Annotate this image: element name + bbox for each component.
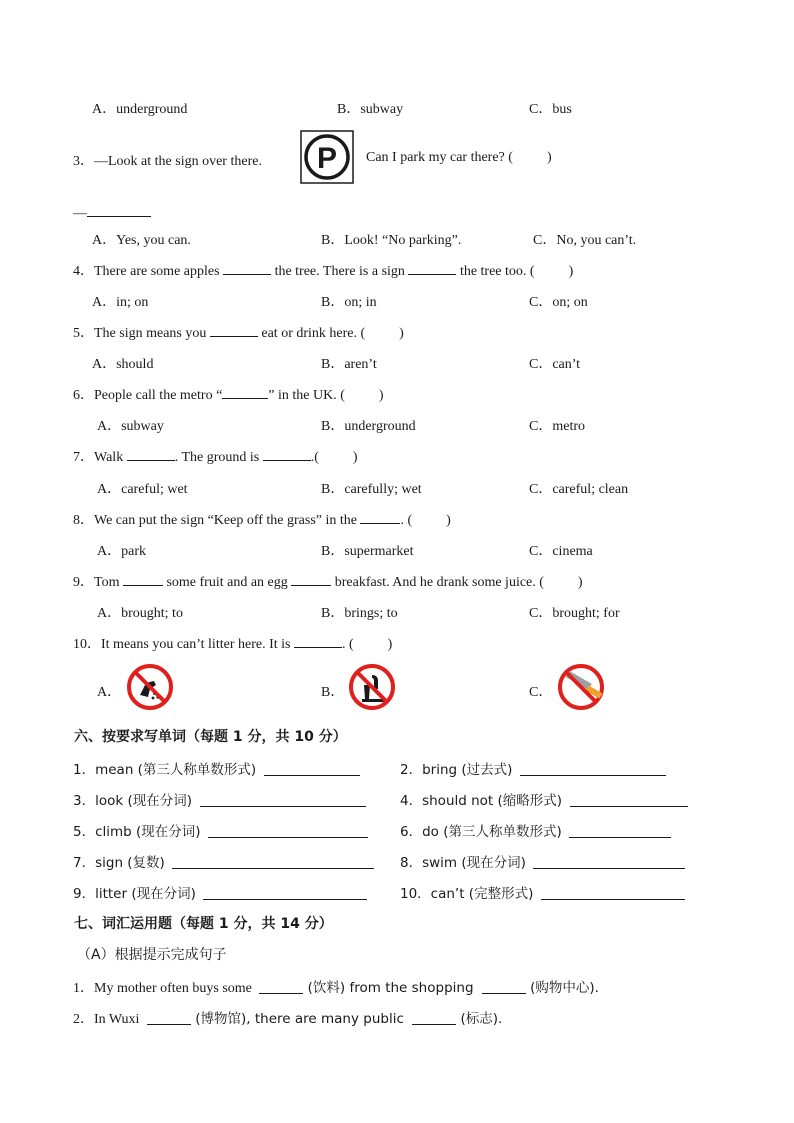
s6-item-7: 7．sign (复数) [73,851,374,872]
s7-sentence-2: 2．In Wuxi (博物馆), there are many public (标志). [73,1011,503,1027]
section-7-title: 七、词汇运用题（每题 1 分，共 14 分） [74,916,333,932]
q3-answer-line: — [73,202,151,222]
q7-stem: 7．Walk . The ground is .( ) [73,446,358,466]
q7-option-c: C．careful; clean [529,482,629,497]
q6-option-b: B．underground [321,419,416,434]
q10-stem: 10．It means you can’t litter here. It is . ( ) [73,633,392,653]
q4-option-b: B．on; in [321,295,377,310]
s6-item-9: 9．litter (现在分词) [73,882,367,903]
section-7-subtitle: （A）根据提示完成句子 [77,947,227,963]
s6-item-3: 3．look (现在分词) [73,789,366,810]
q9-stem: 9．Tom some fruit and an egg breakfast. And he drank some juice. ( ) [73,571,583,591]
s6-item-1: 1．mean (第三人称单数形式) [73,758,360,779]
s6-item-10: 10．can’t (完整形式) [400,882,685,903]
no-food-drink-sign-icon [348,663,396,711]
parking-sign-icon [300,130,354,184]
q4-option-c: C．on; on [529,295,588,310]
no-littering-sign-icon [126,663,174,711]
q6-option-c: C．metro [529,419,585,434]
q5-option-b: B．aren’t [321,357,377,372]
q8-option-b: B．supermarket [321,544,414,559]
q10-option-b: B． [321,685,345,700]
q3-option-b: B．Look! “No parking”. [321,233,462,248]
q8-stem: 8．We can put the sign “Keep off the grass” in the . ( ) [73,509,451,529]
s6-item-8: 8．swim (现在分词) [400,851,685,872]
q6-option-a: A．subway [97,419,164,434]
q5-option-a: A．should [92,357,154,372]
q4-stem: 4．There are some apples the tree. There is a sign the tree too. ( ) [73,260,573,280]
q7-option-b: B．carefully; wet [321,482,422,497]
q6-stem: 6．People call the metro “ ” in the UK. ( ) [73,384,384,404]
section-6-title: 六、按要求写单词（每题 1 分，共 10 分） [74,729,347,745]
q8-option-c: C．cinema [529,544,593,559]
s6-item-5: 5．climb (现在分词) [73,820,368,841]
q3-option-c: C．No, you can’t. [533,233,637,248]
q3-stem: 3．—Look at the sign over there. [73,154,262,169]
q3-option-a: A．Yes, you can. [92,233,191,248]
q9-option-b: B．brings; to [321,606,398,621]
svg-text:P: P [316,142,338,175]
q2-option-c: C．bus [529,102,572,117]
no-smoking-sign-icon [556,663,606,711]
q7-option-a: A．careful; wet [97,482,188,497]
q4-option-a: A．in; on [92,295,149,310]
s7-sentence-1: 1．My mother often buys some (饮料) from the shopping (购物中心). [73,980,599,996]
q10-option-a: A． [97,685,122,700]
q3-stem-question: Can I park my car there? ( ) [366,150,552,165]
s6-item-4: 4．should not (缩略形式) [400,789,688,810]
q9-option-a: A．brought; to [97,606,183,621]
q5-stem: 5．The sign means you eat or drink here. ( ) [73,322,404,342]
q5-option-c: C．can’t [529,357,581,372]
q9-option-c: C．brought; for [529,606,620,621]
s6-item-2: 2．bring (过去式) [400,758,666,779]
q2-option-a: A．underground [92,102,188,117]
s6-item-6: 6．do (第三人称单数形式) [400,820,671,841]
q10-option-c: C． [529,685,553,700]
q8-option-a: A．park [97,544,146,559]
q2-option-b: B．subway [337,102,404,117]
